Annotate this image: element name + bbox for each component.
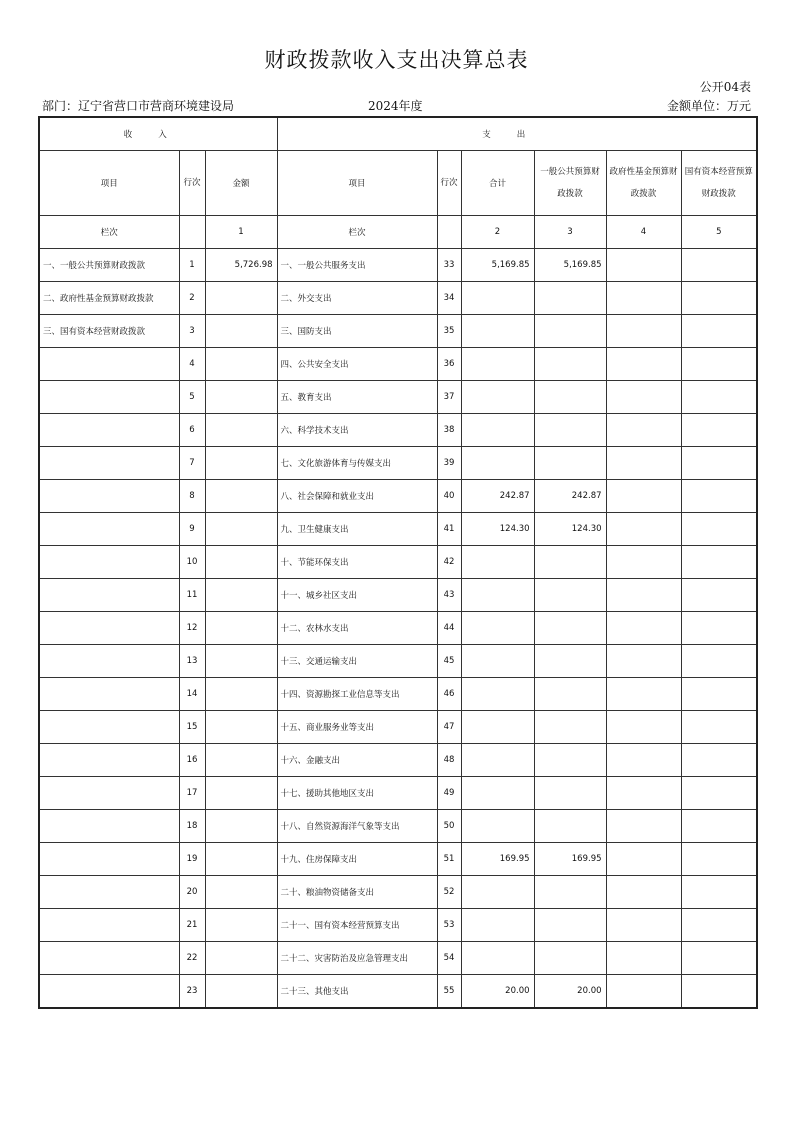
income-line-cell: 16 [179, 744, 205, 777]
total-cell [461, 546, 534, 579]
total-cell [461, 678, 534, 711]
total-cell [461, 777, 534, 810]
table-row [39, 249, 757, 282]
state-capital-cell [681, 876, 757, 909]
table-row [39, 645, 757, 678]
total-cell: 242.87 [461, 480, 534, 513]
table-row [39, 348, 757, 381]
expense-line-cell: 47 [437, 711, 461, 744]
general-budget-cell: 242.87 [534, 480, 606, 513]
income-amount-cell [205, 381, 277, 414]
income-amount-cell [205, 579, 277, 612]
state-capital-header: 国有资本经营预算财政拨款 [681, 151, 757, 216]
meta-line [42, 97, 751, 113]
gov-fund-cell [606, 447, 681, 480]
income-item-cell [39, 843, 179, 876]
expense-line-cell: 48 [437, 744, 461, 777]
income-line-cell: 1 [179, 249, 205, 282]
income-item-cell [39, 645, 179, 678]
total-cell [461, 645, 534, 678]
general-budget-cell [534, 414, 606, 447]
expense-item-cell: 十五、商业服务业等支出 [277, 711, 437, 744]
expense-header [277, 117, 757, 151]
table-row [39, 975, 757, 1009]
income-item-cell [39, 579, 179, 612]
income-line-cell: 17 [179, 777, 205, 810]
expense-item-cell: 十一、城乡社区支出 [277, 579, 437, 612]
budget-table [38, 116, 758, 1009]
gov-fund-cell [606, 942, 681, 975]
state-capital-cell [681, 843, 757, 876]
gov-fund-cell [606, 975, 681, 1009]
total-header: 合计 [461, 151, 534, 216]
income-item-cell [39, 381, 179, 414]
income-line-cell: 7 [179, 447, 205, 480]
expense-item-cell: 十六、金融支出 [277, 744, 437, 777]
department-label: 部门：辽宁省营口市营商环境建设局 [42, 99, 235, 113]
total-cell [461, 315, 534, 348]
total-cell [461, 612, 534, 645]
table-row [39, 744, 757, 777]
expense-item-cell: 十八、自然资源海洋气象等支出 [277, 810, 437, 843]
income-line-cell: 20 [179, 876, 205, 909]
gov-fund-cell [606, 579, 681, 612]
gov-fund-cell [606, 909, 681, 942]
gov-fund-cell [606, 414, 681, 447]
col-index-5: 5 [681, 216, 757, 249]
general-budget-cell [534, 447, 606, 480]
state-capital-cell [681, 381, 757, 414]
table-row [39, 513, 757, 546]
total-cell: 20.00 [461, 975, 534, 1009]
income-line-cell: 22 [179, 942, 205, 975]
total-cell [461, 711, 534, 744]
income-amount-cell [205, 447, 277, 480]
table-row [39, 447, 757, 480]
total-cell [461, 876, 534, 909]
income-line-cell: 18 [179, 810, 205, 843]
state-capital-cell [681, 282, 757, 315]
expense-item-cell: 十三、交通运输支出 [277, 645, 437, 678]
state-capital-cell [681, 777, 757, 810]
table-row [39, 282, 757, 315]
expense-line-cell: 38 [437, 414, 461, 447]
income-amount-cell: 5,726.98 [205, 249, 277, 282]
expense-item-cell: 二十三、其他支出 [277, 975, 437, 1009]
table-row [39, 315, 757, 348]
income-line-cell: 23 [179, 975, 205, 1009]
general-budget-cell [534, 348, 606, 381]
general-budget-cell: 20.00 [534, 975, 606, 1009]
expense-item-cell: 十七、援助其他地区支出 [277, 777, 437, 810]
income-amount-header: 金额 [205, 151, 277, 216]
general-budget-cell [534, 645, 606, 678]
state-capital-cell [681, 612, 757, 645]
income-line-cell: 13 [179, 645, 205, 678]
income-amount-cell [205, 942, 277, 975]
table-row [39, 711, 757, 744]
state-capital-cell [681, 480, 757, 513]
table-row [39, 942, 757, 975]
total-cell: 124.30 [461, 513, 534, 546]
total-cell [461, 447, 534, 480]
state-capital-cell [681, 810, 757, 843]
income-amount-cell [205, 645, 277, 678]
gov-fund-cell [606, 480, 681, 513]
expense-item-cell: 十四、资源勘探工业信息等支出 [277, 678, 437, 711]
state-capital-cell [681, 975, 757, 1009]
general-budget-cell [534, 678, 606, 711]
expense-item-cell: 二十一、国有资本经营预算支出 [277, 909, 437, 942]
income-line-cell: 8 [179, 480, 205, 513]
income-amount-cell [205, 810, 277, 843]
expense-line-cell: 45 [437, 645, 461, 678]
income-amount-cell [205, 414, 277, 447]
col-index-label: 栏次 [39, 216, 179, 249]
income-amount-cell [205, 975, 277, 1009]
income-line-cell: 10 [179, 546, 205, 579]
table-row [39, 843, 757, 876]
expense-line-cell: 50 [437, 810, 461, 843]
expense-line-cell: 53 [437, 909, 461, 942]
gov-fund-cell [606, 810, 681, 843]
header-row-columns [39, 151, 757, 216]
expense-item-cell: 二、外交支出 [277, 282, 437, 315]
expense-item-cell: 六、科学技术支出 [277, 414, 437, 447]
income-item-cell [39, 480, 179, 513]
total-cell: 169.95 [461, 843, 534, 876]
expense-item-cell: 十、节能环保支出 [277, 546, 437, 579]
expense-item-cell: 十九、住房保障支出 [277, 843, 437, 876]
general-budget-cell [534, 315, 606, 348]
form-number: 公开04表 [699, 80, 751, 94]
income-amount-cell [205, 777, 277, 810]
gov-fund-cell [606, 249, 681, 282]
expense-line-header: 行次 [437, 151, 461, 216]
expense-item-cell: 八、社会保障和就业支出 [277, 480, 437, 513]
state-capital-cell [681, 579, 757, 612]
gov-fund-header: 政府性基金预算财政拨款 [606, 151, 681, 216]
general-budget-cell [534, 282, 606, 315]
income-line-cell: 6 [179, 414, 205, 447]
income-amount-cell [205, 744, 277, 777]
general-budget-cell [534, 381, 606, 414]
income-line-cell: 19 [179, 843, 205, 876]
gov-fund-cell [606, 843, 681, 876]
income-amount-cell [205, 909, 277, 942]
general-budget-cell [534, 579, 606, 612]
expense-item-cell: 四、公共安全支出 [277, 348, 437, 381]
expense-item-cell: 三、国防支出 [277, 315, 437, 348]
income-header-text: 收入 [123, 130, 193, 140]
general-budget-cell [534, 810, 606, 843]
income-item-cell [39, 546, 179, 579]
income-amount-cell [205, 843, 277, 876]
general-budget-cell [534, 876, 606, 909]
expense-item-cell: 二十、粮油物资储备支出 [277, 876, 437, 909]
income-item-cell [39, 348, 179, 381]
expense-line-cell: 40 [437, 480, 461, 513]
income-line-cell: 3 [179, 315, 205, 348]
total-cell [461, 744, 534, 777]
gov-fund-cell [606, 348, 681, 381]
state-capital-cell [681, 942, 757, 975]
expense-line-cell: 37 [437, 381, 461, 414]
page-title: 财政拨款收入支出决算总表 [264, 48, 529, 72]
table-row [39, 777, 757, 810]
gov-fund-cell [606, 711, 681, 744]
state-capital-cell [681, 414, 757, 447]
income-item-cell [39, 909, 179, 942]
col-index-label-expense: 栏次 [277, 216, 437, 249]
total-cell [461, 381, 534, 414]
table-row [39, 414, 757, 447]
income-item-cell [39, 513, 179, 546]
year-label: 2024年度 [368, 99, 423, 113]
income-amount-cell [205, 876, 277, 909]
expense-line-cell: 46 [437, 678, 461, 711]
general-budget-header: 一般公共预算财政拨款 [534, 151, 606, 216]
state-capital-cell [681, 744, 757, 777]
income-line-cell: 15 [179, 711, 205, 744]
income-amount-cell [205, 315, 277, 348]
gov-fund-cell [606, 513, 681, 546]
income-item-cell [39, 612, 179, 645]
income-amount-cell [205, 546, 277, 579]
general-budget-cell [534, 777, 606, 810]
income-line-cell: 2 [179, 282, 205, 315]
state-capital-cell [681, 645, 757, 678]
table-row [39, 579, 757, 612]
income-amount-cell [205, 612, 277, 645]
table-row [39, 909, 757, 942]
expense-line-cell: 33 [437, 249, 461, 282]
state-capital-cell [681, 909, 757, 942]
total-cell [461, 579, 534, 612]
col-index-3: 3 [534, 216, 606, 249]
expense-item-cell: 九、卫生健康支出 [277, 513, 437, 546]
income-item-cell: 二、政府性基金预算财政拨款 [39, 282, 179, 315]
gov-fund-cell [606, 612, 681, 645]
table-row [39, 612, 757, 645]
general-budget-cell [534, 546, 606, 579]
income-amount-cell [205, 711, 277, 744]
expense-item-header: 项目 [277, 151, 437, 216]
col-index-1: 1 [205, 216, 277, 249]
gov-fund-cell [606, 546, 681, 579]
general-budget-cell [534, 909, 606, 942]
general-budget-cell: 5,169.85 [534, 249, 606, 282]
gov-fund-cell [606, 876, 681, 909]
header-row-index [39, 216, 757, 249]
table-row [39, 480, 757, 513]
income-line-cell: 14 [179, 678, 205, 711]
col-index-2: 2 [461, 216, 534, 249]
expense-line-cell: 52 [437, 876, 461, 909]
gov-fund-cell [606, 678, 681, 711]
expense-item-cell: 二十二、灾害防治及应急管理支出 [277, 942, 437, 975]
income-amount-cell [205, 348, 277, 381]
income-amount-cell [205, 282, 277, 315]
expense-item-cell: 七、文化旅游体育与传媒支出 [277, 447, 437, 480]
income-line-cell: 21 [179, 909, 205, 942]
expense-line-cell: 36 [437, 348, 461, 381]
state-capital-cell [681, 678, 757, 711]
state-capital-cell [681, 513, 757, 546]
general-budget-cell: 124.30 [534, 513, 606, 546]
income-header [39, 117, 277, 151]
header-row-sections [39, 117, 757, 151]
income-item-cell: 三、国有资本经营财政拨款 [39, 315, 179, 348]
income-line-cell: 4 [179, 348, 205, 381]
table-row [39, 876, 757, 909]
col-index-empty-expense [437, 216, 461, 249]
income-item-cell [39, 810, 179, 843]
income-item-cell [39, 942, 179, 975]
col-index-4: 4 [606, 216, 681, 249]
income-item-cell [39, 876, 179, 909]
expense-line-cell: 55 [437, 975, 461, 1009]
gov-fund-cell [606, 282, 681, 315]
state-capital-cell [681, 546, 757, 579]
state-capital-cell [681, 315, 757, 348]
unit-label: 金额单位：万元 [666, 99, 751, 113]
gov-fund-cell [606, 315, 681, 348]
income-item-header: 项目 [39, 151, 179, 216]
expense-line-cell: 39 [437, 447, 461, 480]
table-row [39, 546, 757, 579]
expense-line-cell: 34 [437, 282, 461, 315]
total-cell [461, 909, 534, 942]
general-budget-cell [534, 612, 606, 645]
income-item-cell [39, 975, 179, 1009]
state-capital-cell [681, 711, 757, 744]
income-amount-cell [205, 513, 277, 546]
gov-fund-cell [606, 381, 681, 414]
income-line-cell: 9 [179, 513, 205, 546]
general-budget-cell [534, 942, 606, 975]
state-capital-cell [681, 447, 757, 480]
expense-header-text: 支出 [482, 130, 552, 140]
income-item-cell [39, 447, 179, 480]
income-line-cell: 12 [179, 612, 205, 645]
gov-fund-cell [606, 744, 681, 777]
gov-fund-cell [606, 645, 681, 678]
income-item-cell [39, 678, 179, 711]
income-line-cell: 5 [179, 381, 205, 414]
expense-line-cell: 54 [437, 942, 461, 975]
state-capital-cell [681, 249, 757, 282]
total-cell [461, 348, 534, 381]
income-amount-cell [205, 678, 277, 711]
expense-line-cell: 41 [437, 513, 461, 546]
table-row [39, 810, 757, 843]
general-budget-cell [534, 744, 606, 777]
table-row [39, 381, 757, 414]
income-item-cell [39, 711, 179, 744]
expense-item-cell: 一、一般公共服务支出 [277, 249, 437, 282]
expense-line-cell: 49 [437, 777, 461, 810]
income-item-cell: 一、一般公共预算财政拨款 [39, 249, 179, 282]
table-row [39, 678, 757, 711]
income-line-cell: 11 [179, 579, 205, 612]
total-cell: 5,169.85 [461, 249, 534, 282]
expense-item-cell: 十二、农林水支出 [277, 612, 437, 645]
expense-line-cell: 51 [437, 843, 461, 876]
expense-line-cell: 42 [437, 546, 461, 579]
income-amount-cell [205, 480, 277, 513]
expense-item-cell: 五、教育支出 [277, 381, 437, 414]
total-cell [461, 810, 534, 843]
general-budget-cell: 169.95 [534, 843, 606, 876]
col-index-empty [179, 216, 205, 249]
state-capital-cell [681, 348, 757, 381]
expense-line-cell: 35 [437, 315, 461, 348]
gov-fund-cell [606, 777, 681, 810]
general-budget-cell [534, 711, 606, 744]
income-line-header: 行次 [179, 151, 205, 216]
total-cell [461, 414, 534, 447]
income-item-cell [39, 777, 179, 810]
total-cell [461, 282, 534, 315]
total-cell [461, 942, 534, 975]
income-item-cell [39, 744, 179, 777]
expense-line-cell: 44 [437, 612, 461, 645]
expense-line-cell: 43 [437, 579, 461, 612]
income-item-cell [39, 414, 179, 447]
